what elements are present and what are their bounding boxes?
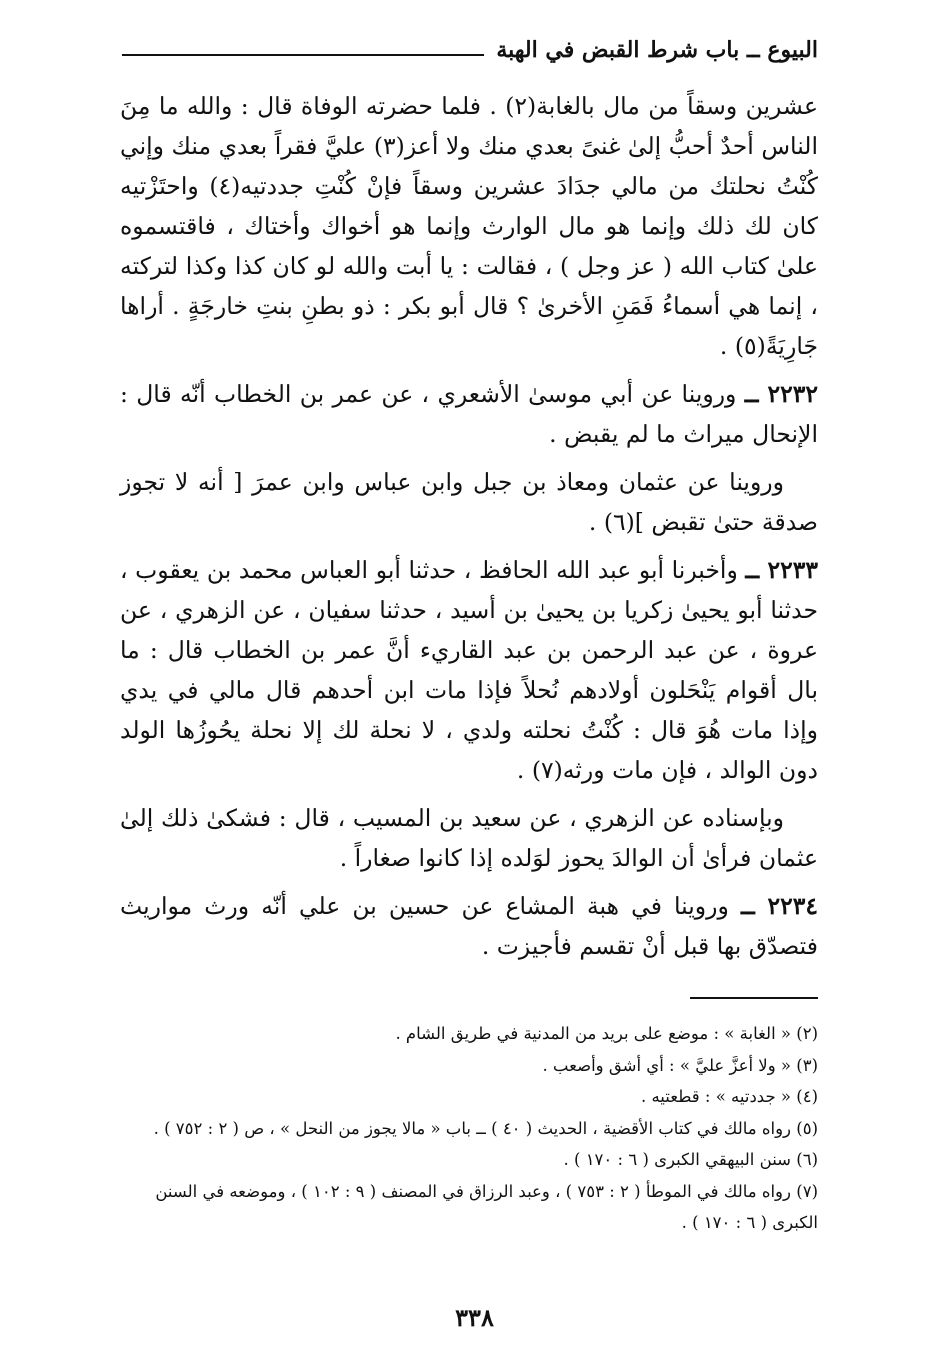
footnote-6: (٦) سنن البيهقي الكبرى ( ٦ : ١٧٠ ) .	[563, 1150, 818, 1169]
paragraph-5: وبإسناده عن الزهري ، عن سعيد بن المسيب ، قال : فشكىٰ ذلك إلىٰ عثمان فرأىٰ أن الوالدَ يحوز لوَلده إذا كانوا صغاراً .	[120, 804, 818, 872]
paragraph-2234	[120, 886, 818, 966]
paragraph-3: وروينا عن عثمان ومعاذ بن جبل وابن عباس وابن عمرَ [ أنه لا تجوز صدقة حتىٰ تقبض ](٦) .	[120, 468, 818, 536]
footnotes	[120, 1018, 818, 1239]
page-number: ٣٣٨	[455, 1303, 494, 1332]
hadith-number: ٢٢٣٢ ــ	[744, 380, 819, 408]
footnote-2: (٢) « الغابة » : موضع على بريد من المدنية في طريق الشام .	[395, 1024, 818, 1043]
paragraph-2232	[120, 374, 818, 454]
paragraph-2233	[120, 550, 818, 790]
footnote-7: (٧) رواه مالك في الموطأ ( ٢ : ٧٥٣ ) ، وعبد الرزاق في المصنف ( ٩ : ١٠٢ ) ، وموضعه في السنن الكبرى ( ٦ : ١٧٠ ) .	[155, 1181, 818, 1232]
paragraph-1: عشرين وسقاً من مال بالغابة(٢) . فلما حضرته الوفاة قال : والله ما مِنَ الناس أحدٌ أحبُّ إلىٰ غنىً بعدي منك ولا أعز(٣) عليَّ فقراً بعدي منك وإني كُنْتُ نحلتك من مالي جدَادَ عشرين وسقاً فإنْ كُنْتِ جددتيه(٤) واحتَزْتيه كان لك ذلك وإنما هو مال الوارث وإنما هو أخواك وأختاك ، فاقتسموه علىٰ كتاب الله ( عز وجل ) ، فقالت : يا أبت والله لو كان كذا وكذا لتركته ، إنما هي أسماءُ فَمَنِ الأخرىٰ ؟ قال أبو بكر : ذو بطنِ بنتِ خارجَةٍ . أراها جَارِيَةً(٥) .	[120, 92, 818, 360]
header-rule	[122, 54, 484, 56]
footnote-3: (٣) « ولا أعزَّ عليَّ » : أي أشق وأصعب .	[542, 1055, 818, 1075]
footnote-5: (٥) رواه مالك في كتاب الأقضية ، الحديث ( ٤٠ ) ــ باب « مالا يجوز من النحل » ، ص ( ٢ : ٧٥٢ ) .	[153, 1118, 818, 1138]
main-text	[120, 86, 818, 974]
paragraph-text: وروينا عن أبي موسىٰ الأشعري ، عن عمر بن الخطاب أنّه قال : الإنحال ميراث ما لم يقبض .	[120, 380, 818, 448]
paragraph-text: وروينا في هبة المشاع عن حسين بن علي أنّه ورث مواريث فتصدّق بها قبل أنْ تقسم فأجيزت .	[120, 892, 818, 960]
paragraph-text: وأخبرنا أبو عبد الله الحافظ ، حدثنا أبو العباس محمد بن يعقوب ، حدثنا أبو يحيىٰ زكريا بن يحيىٰ بن أسيد ، حدثنا سفيان ، عن الزهري ، عن عروة ، عن عبد الرحمن بن عبد القاريء أنَّ عمر بن الخطاب قال : ما بال أقوام يَنْحَلون أولادهم نُحلاً فإذا مات ابن أحدهم قال مالي في يدي وإذا مات هُوَ قال : كُنْتُ نحلته ولدي ، لا نحلة لك إلا نحلة يحُوزُها الولد دون الوالد ، فإن مات ورثه(٧) .	[120, 556, 818, 784]
hadith-number: ٢٢٣٤ ــ	[740, 892, 818, 920]
footnote-4: (٤) « جددتيه » : قطعتيه .	[640, 1087, 818, 1106]
running-header	[122, 32, 818, 68]
header-title: البيوع ــ باب شرط القبض في الهبة	[496, 37, 818, 63]
footnote-separator	[690, 997, 818, 999]
hadith-number: ٢٢٣٣ ــ	[745, 556, 818, 584]
